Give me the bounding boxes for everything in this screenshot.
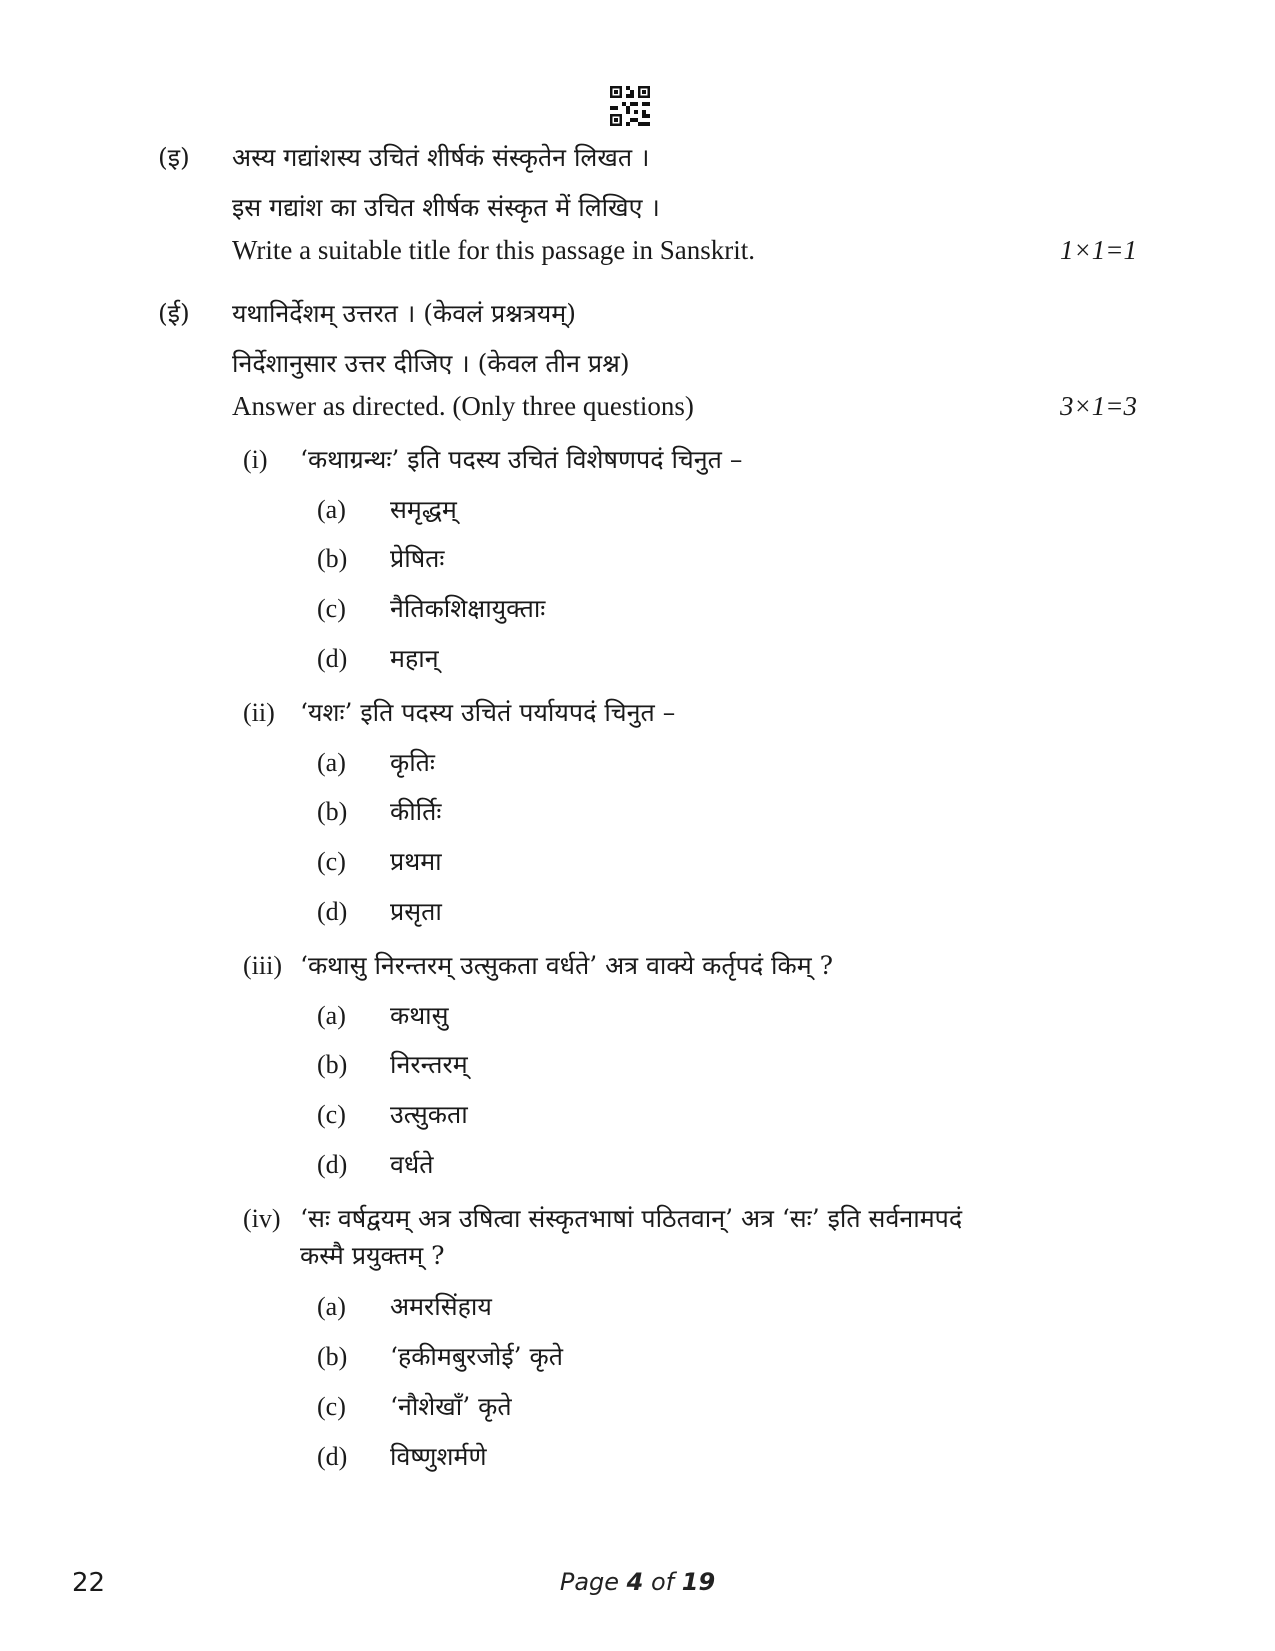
section-instruction-sanskrit: अस्य गद्यांशस्य उचितं शीर्षकं संस्कृतेन लिखत ।: [232, 143, 650, 172]
question-text: ‘यशः’ इति पदस्य उचितं पर्यायपदं चिनुत –: [300, 698, 676, 727]
option-label: (b): [317, 1342, 348, 1371]
option-text: विष्णुशर्मणे: [390, 1442, 487, 1471]
option-text: प्रेषितः: [390, 544, 445, 573]
page-current: 4: [626, 1568, 644, 1596]
option-text: महान्: [390, 644, 439, 673]
option-text: अमरसिंहाय: [390, 1292, 492, 1321]
section-marks: 1×1=1: [1060, 235, 1137, 265]
option-label: (d): [317, 644, 348, 673]
option-label: (b): [317, 544, 348, 573]
section-instruction-hindi: इस गद्यांश का उचित शीर्षक संस्कृत में लिखिए ।: [232, 193, 660, 222]
option-text: वर्धते: [390, 1150, 434, 1179]
question-text-continued: कस्मै प्रयुक्तम् ?: [300, 1241, 445, 1270]
question-number: (ii): [243, 698, 275, 727]
option-text: कथासु: [390, 1001, 449, 1030]
qr-code-icon: [610, 86, 650, 126]
section-instruction-english: Answer as directed. (Only three questions): [232, 391, 694, 421]
option-text: कीर्तिः: [390, 797, 442, 826]
option-label: (a): [317, 495, 346, 524]
option-text: समृद्धम्: [390, 495, 457, 524]
option-label: (b): [317, 1050, 348, 1079]
option-label: (c): [317, 1100, 346, 1129]
option-label: (c): [317, 594, 346, 623]
question-text: ‘कथासु निरन्तरम् उत्सुकता वर्धते’ अत्र वाक्ये कर्तृपदं किम् ?: [300, 951, 834, 980]
question-text: ‘कथाग्रन्थः’ इति पदस्य उचितं विशेषणपदं चिनुत –: [300, 445, 743, 474]
section-label: (इ): [158, 143, 190, 172]
option-label: (b): [317, 797, 348, 826]
option-text: उत्सुकता: [390, 1100, 468, 1129]
option-text: नैतिकशिक्षायुक्ताः: [390, 594, 546, 623]
question-text: ‘सः वर्षद्वयम् अत्र उषित्वा संस्कृतभाषां पठितवान्’ अत्र ‘सः’ इति सर्वनामपदं: [300, 1204, 963, 1233]
option-text: प्रथमा: [390, 847, 442, 876]
option-label: (d): [317, 897, 348, 926]
page-prefix: Page: [559, 1568, 627, 1596]
page-total: 19: [681, 1568, 716, 1596]
option-label: (a): [317, 1292, 346, 1321]
option-text: कृतिः: [390, 748, 435, 777]
option-text: ‘हकीमबुरजोई’ कृते: [390, 1342, 563, 1371]
section-instruction-hindi: निर्देशानुसार उत्तर दीजिए । (केवल तीन प्रश्न): [232, 349, 630, 378]
section-marks: 3×1=3: [1060, 391, 1137, 421]
question-number: (i): [243, 445, 268, 474]
option-label: (c): [317, 847, 346, 876]
option-label: (c): [317, 1392, 346, 1421]
option-text: प्रसृता: [390, 897, 442, 926]
page-indicator: [0, 1568, 1275, 1596]
section-instruction-english: Write a suitable title for this passage in Sanskrit.: [232, 235, 756, 265]
section-label: (ई): [158, 299, 190, 328]
option-text: ‘नौशेखाँ’ कृते: [390, 1392, 512, 1421]
option-label: (a): [317, 748, 346, 777]
paper-code: 22: [72, 1568, 106, 1598]
option-label: (a): [317, 1001, 346, 1030]
page-of: of: [643, 1568, 682, 1596]
question-number: (iii): [243, 951, 282, 980]
section-instruction-sanskrit: यथानिर्देशम् उत्तरत । (केवलं प्रश्नत्रयम्): [232, 299, 576, 328]
option-label: (d): [317, 1442, 348, 1471]
option-text: निरन्तरम्: [390, 1050, 468, 1079]
question-number: (iv): [243, 1204, 281, 1233]
option-label: (d): [317, 1150, 348, 1179]
